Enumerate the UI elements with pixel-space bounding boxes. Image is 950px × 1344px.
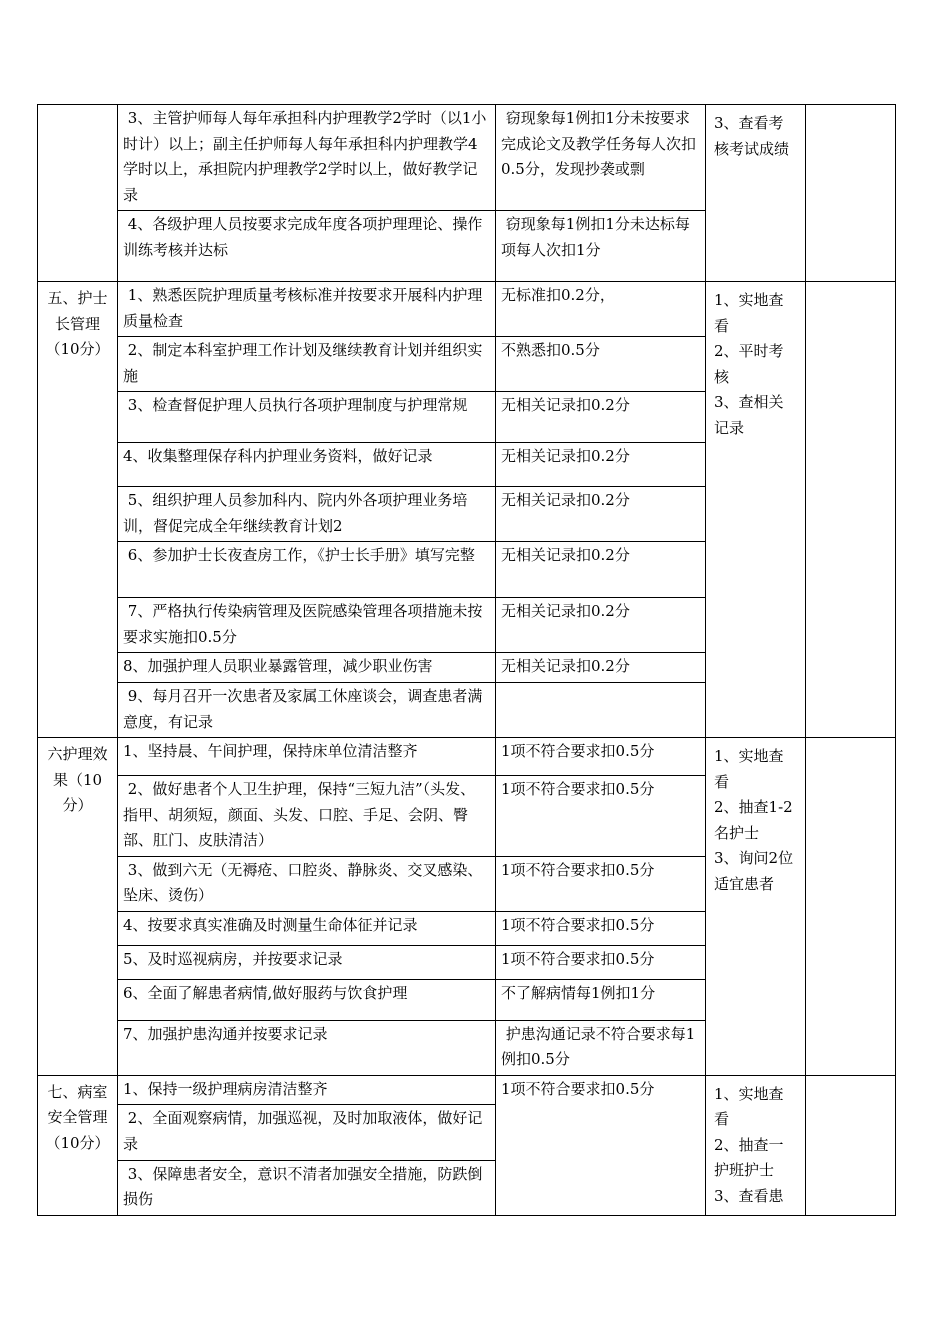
item-cell: 9、每月召开一次患者及家属工休座谈会，调查患者满意度，有记录 <box>118 683 496 738</box>
standard-cell <box>496 683 706 738</box>
item-cell: 5、组织护理人员参加科内、院内外各项护理业务培训，督促完成全年继续教育计划2 <box>118 487 496 542</box>
standard-cell: 无相关记录扣0.2分 <box>496 653 706 683</box>
item-cell: 1、熟悉医院护理质量考核标准并按要求开展科内护理质量检查 <box>118 282 496 337</box>
standard-cell: 无标准扣0.2分， <box>496 282 706 337</box>
item-cell: 7、加强护患沟通并按要求记录 <box>118 1020 496 1075</box>
item-cell: 5、及时巡视病房，并按要求记录 <box>118 945 496 979</box>
item-cell: 7、严格执行传染病管理及医院感染管理各项措施未按要求实施扣0.5分 <box>118 598 496 653</box>
item-cell: 3、主管护师每人每年承担科内护理教学2学时（以1小时计）以上；副主任护师每人每年承担科内护理教学4学时以上，承担院内护理教学2学时以上，做好教学记录 <box>118 105 496 211</box>
item-cell: 2、制定本科室护理工作计划及继续教育计划并组织实施 <box>118 337 496 392</box>
table-row <box>38 105 896 211</box>
score-cell <box>806 105 896 282</box>
standard-cell: 护患沟通记录不符合要求每1例扣0.5分 <box>496 1020 706 1075</box>
category-cell: 五、护士长管理（10分） <box>38 282 118 738</box>
standard-cell: 无相关记录扣0.2分 <box>496 487 706 542</box>
item-cell: 6、参加护士长夜查房工作，《护士长手册》填写完整 <box>118 542 496 598</box>
standard-cell: 1项不符合要求扣0.5分 <box>496 856 706 911</box>
item-cell: 8、加强护理人员职业暴露管理，减少职业伤害 <box>118 653 496 683</box>
standard-cell: 1项不符合要求扣0.5分 <box>496 945 706 979</box>
standard-cell: 1项不符合要求扣0.5分 <box>496 776 706 857</box>
category-cell: 七、病室安全管理（10分） <box>38 1075 118 1216</box>
table-row <box>38 282 896 337</box>
method-cell: 1、实地查看 2、抽查一护班护士 3、查看患 <box>706 1075 806 1216</box>
standard-cell: 不熟悉扣0.5分 <box>496 337 706 392</box>
method-cell: 1、实地查看 2、抽查1-2名护士 3、询问2位适宜患者 <box>706 738 806 1076</box>
method-cell: 1、实地查看 2、平时考核 3、查相关记录 <box>706 282 806 738</box>
standard-cell: 1项不符合要求扣0.5分 <box>496 738 706 776</box>
item-cell: 2、做好患者个人卫生护理，保持“三短九洁”（头发、指甲、胡须短，颜面、头发、口腔、手足、会阴、臀部、肛门、皮肤清洁） <box>118 776 496 857</box>
item-cell: 1、保持一级护理病房清洁整齐 <box>118 1075 496 1105</box>
item-cell: 2、全面观察病情，加强巡视，及时加取液体，做好记录 <box>118 1105 496 1160</box>
score-cell <box>806 282 896 738</box>
score-cell <box>806 738 896 1076</box>
item-cell: 3、检查督促护理人员执行各项护理制度与护理常规 <box>118 392 496 443</box>
table-row <box>38 1075 896 1105</box>
item-cell: 3、保障患者安全，意识不清者加强安全措施，防跌倒损伤 <box>118 1160 496 1215</box>
standard-cell: 1项不符合要求扣0.5分 <box>496 911 706 945</box>
standard-cell: 无相关记录扣0.2分 <box>496 392 706 443</box>
item-cell: 4、按要求真实准确及时测量生命体征并记录 <box>118 911 496 945</box>
standard-cell: 窃现象每1例扣1分未达标每项每人次扣1分 <box>496 211 706 282</box>
item-cell: 3、做到六无（无褥疮、口腔炎、静脉炎、交叉感染、坠床、烫伤） <box>118 856 496 911</box>
category-cell <box>38 105 118 282</box>
score-cell <box>806 1075 896 1216</box>
item-cell: 4、各级护理人员按要求完成年度各项护理理论、操作训练考核并达标 <box>118 211 496 282</box>
standard-cell: 窃现象每1例扣1分未按要求完成论文及教学任务每人次扣0.5分，发现抄袭或剽 <box>496 105 706 211</box>
table-row <box>38 738 896 776</box>
method-cell: 3、查看考核考试成绩 <box>706 105 806 282</box>
standard-cell: 无相关记录扣0.2分 <box>496 443 706 487</box>
category-cell: 六护理效果（10分） <box>38 738 118 1076</box>
standard-cell: 无相关记录扣0.2分 <box>496 542 706 598</box>
assessment-table <box>37 104 896 1216</box>
item-cell: 6、全面了解患者病情,做好服药与饮食护理 <box>118 979 496 1020</box>
standard-cell: 不了解病情每1例扣1分 <box>496 979 706 1020</box>
standard-cell: 1项不符合要求扣0.5分 <box>496 1075 706 1216</box>
item-cell: 1、坚持晨、午间护理，保持床单位清洁整齐 <box>118 738 496 776</box>
standard-cell: 无相关记录扣0.2分 <box>496 598 706 653</box>
item-cell: 4、收集整理保存科内护理业务资料，做好记录 <box>118 443 496 487</box>
